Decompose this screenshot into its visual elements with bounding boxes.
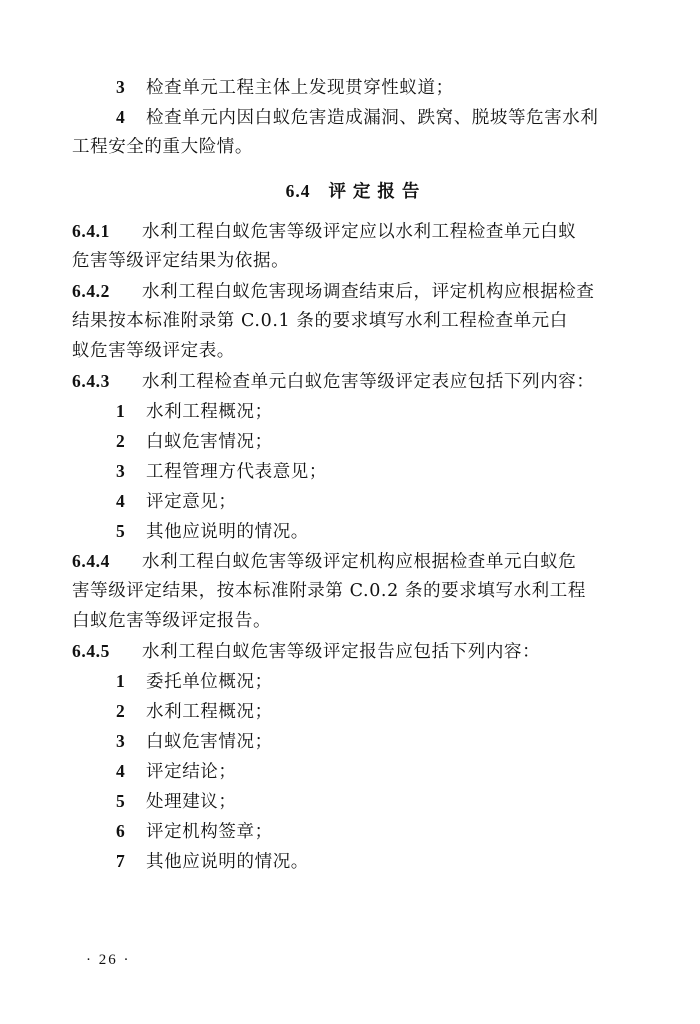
clause-text: 水利工程白蚁危害等级评定报告应包括下列内容： [142,642,541,662]
clause-6-4-5 [72,636,640,666]
item-number: 1 [116,671,126,691]
item-number: 4 [116,761,126,781]
item-text: 处理建议； [146,792,237,812]
page-number: · 26 · [86,952,131,968]
item-number: 5 [116,521,126,541]
item-number: 4 [116,107,126,127]
list-item [72,786,640,816]
list-item [72,756,640,786]
clause-text: 水利工程白蚁危害现场调查结束后，评定机构应根据检查 [142,282,595,302]
clause-6-4-2 [72,276,640,306]
item-number: 4 [116,491,126,511]
document-page [72,72,640,876]
item-number: 7 [116,851,126,871]
clause-6-4-3 [72,366,640,396]
list-item [72,666,640,696]
clause-text: 水利工程检查单元白蚁危害等级评定表应包括下列内容： [142,372,595,392]
item-text: 白蚁危害情况； [146,432,273,452]
list-item [72,726,640,756]
clause-number: 6.4.3 [72,371,110,391]
item-number: 6 [116,821,126,841]
section-heading [72,172,640,210]
clause-number: 6.4.2 [72,281,110,301]
item-text: 委托单位概况； [146,672,273,692]
list-item [72,816,640,846]
clause-text: 水利工程白蚁危害等级评定应以水利工程检查单元白蚁 [142,222,577,242]
list-item [72,456,640,486]
item-number: 2 [116,431,126,451]
list-item [72,846,640,876]
item-text: 白蚁危害情况； [146,732,273,752]
item-number: 3 [116,731,126,751]
item-number: 1 [116,401,126,421]
clause-text-continuation: 白蚁危害等级评定报告。 [72,611,272,631]
item-number: 3 [116,461,126,481]
item-number: 3 [116,77,126,97]
clause-6-4-1 [72,216,640,246]
list-item [72,426,640,456]
item-text: 其他应说明的情况。 [146,852,309,872]
list-item [72,396,640,426]
item-number: 2 [116,701,126,721]
item-text: 评定意见； [146,492,237,512]
clause-number: 6.4.5 [72,641,110,661]
list-item [72,486,640,516]
clause-number: 6.4.1 [72,221,110,241]
list-item [72,72,640,102]
item-text: 其他应说明的情况。 [146,522,309,542]
item-text: 评定机构签章； [146,822,273,842]
item-text: 检查单元工程主体上发现贯穿性蚁道； [146,78,454,98]
clause-text-continuation: 结果按本标准附录第 C.0.1 条的要求填写水利工程检查单元白 [72,311,568,331]
list-item [72,696,640,726]
section-number: 6.4 [285,181,311,201]
clause-text-continuation: 害等级评定结果，按本标准附录第 C.0.2 条的要求填写水利工程 [72,581,586,601]
clause-text-continuation: 危害等级评定结果为依据。 [72,251,290,271]
item-text: 评定结论； [146,762,237,782]
clause-number: 6.4.4 [72,551,110,571]
clause-6-4-4 [72,546,640,576]
item-text: 水利工程概况； [146,702,273,722]
item-text: 检查单元内因白蚁危害造成漏洞、跌窝、脱坡等危害水利 [146,108,599,128]
item-continuation: 工程安全的重大险情。 [72,137,253,157]
list-item [72,102,640,132]
clause-text: 水利工程白蚁危害等级评定机构应根据检查单元白蚁危 [142,552,577,572]
item-text: 工程管理方代表意见； [146,462,327,482]
clause-text-continuation: 蚁危害等级评定表。 [72,341,235,361]
item-text: 水利工程概况； [146,402,273,422]
list-item [72,516,640,546]
section-title: 评定报告 [328,182,427,202]
item-number: 5 [116,791,126,811]
